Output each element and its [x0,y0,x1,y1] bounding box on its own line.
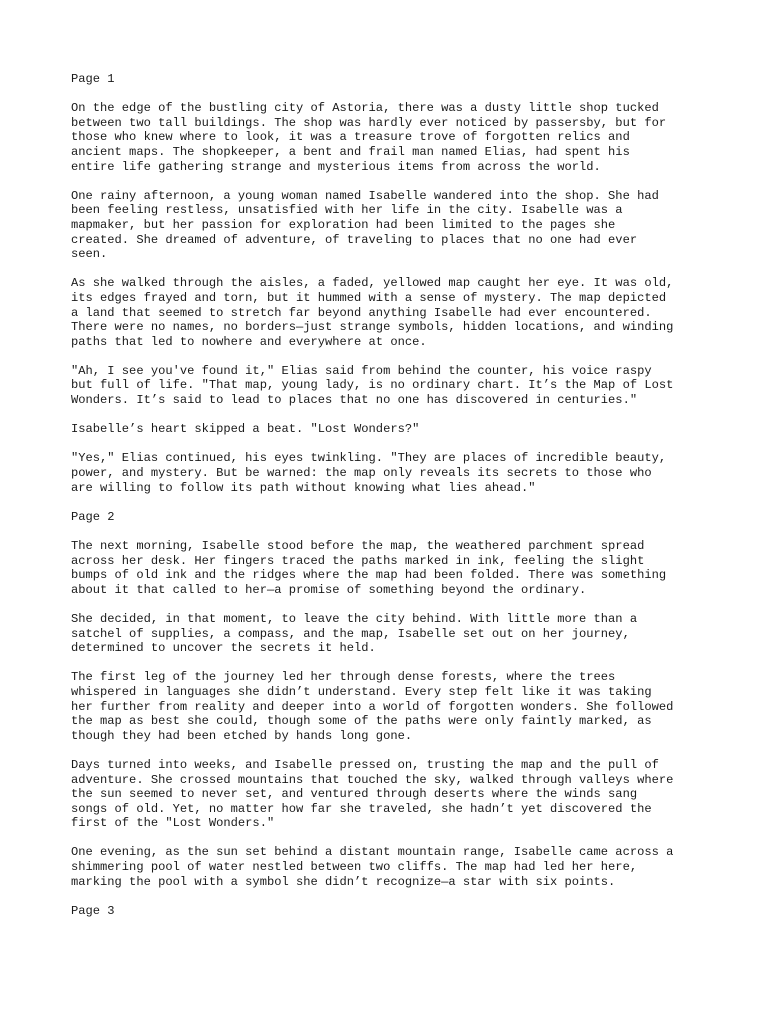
text-line: the map as best she could, though some of the paths were only faintly marked, as [71,714,652,729]
text-line: marking the pool with a symbol she didn’t recognize—a star with six points. [71,874,616,889]
text-line: adventure. She crossed mountains that touched the sky, walked through valleys where [71,772,674,787]
text-line: "Yes," Elias continued, his eyes twinkling. "They are places of incredible beauty, [71,451,667,466]
text-line: about it that called to her—a promise of something beyond the ordinary. [71,582,587,597]
text-line: Page 1 [71,72,115,86]
story-paragraph [71,189,711,262]
text-line: Wonders. It’s said to lead to places that no one has discovered in centuries." [71,393,638,408]
text-line: its edges frayed and torn, but it hummed with a sense of mystery. The map depicted [71,290,667,305]
story-paragraph [71,670,711,743]
text-line: power, and mystery. But be warned: the map only reveals its secrets to those who [71,466,652,481]
text-line: are willing to follow its path without knowing what lies ahead." [71,480,536,495]
text-line: Days turned into weeks, and Isabelle pressed on, trusting the map and the pull of [71,757,659,772]
text-line: paths that led to nowhere and everywhere at once. [71,334,427,349]
page-number-heading [71,510,711,525]
story-paragraph [71,276,711,349]
text-line: She decided, in that moment, to leave the city behind. With little more than a [71,611,638,626]
text-line: the sun seemed to never set, and ventured through deserts where the winds sang [71,787,638,802]
story-paragraph [71,612,711,656]
text-line: On the edge of the bustling city of Astoria, there was a dusty little shop tucked [71,101,659,116]
story-paragraph [71,364,711,408]
text-line: those who knew where to look, it was a treasure trove of forgotten relics and [71,130,630,145]
text-line: The next morning, Isabelle stood before the map, the weathered parchment spread [71,539,645,553]
text-line: entire life gathering strange and mysterious items from across the world. [71,159,601,174]
text-line: a land that seemed to stretch far beyond anything Isabelle had ever encountered. [71,305,652,320]
text-line: first of the "Lost Wonders." [71,816,275,831]
text-line: though they had been etched by hands long gone. [71,728,413,743]
story-paragraph [71,422,711,437]
text-line: The first leg of the journey led her through dense forests, where the trees [71,670,616,685]
story-paragraph [71,101,711,174]
text-line: Isabelle’s heart skipped a beat. "Lost Wonders?" [71,422,420,437]
text-line: seen. [71,247,108,262]
text-line: bumps of old ink and the ridges where the map had been folded. There was something [71,568,667,583]
page-number-heading [71,904,711,919]
page-number-heading [71,72,711,87]
text-line: between two tall buildings. The shop was hardly ever noticed by passersby, but for [71,115,667,130]
story-paragraph [71,845,711,889]
story-paragraph [71,451,711,495]
text-line: Page 2 [71,509,115,524]
text-line: created. She dreamed of adventure, of traveling to places that no one had ever [71,232,638,247]
text-line: As she walked through the aisles, a faded, yellowed map caught her eye. It was old, [71,276,674,291]
text-line: whispered in languages she didn’t understand. Every step felt like it was taking [71,684,652,699]
text-line: "Ah, I see you've found it," Elias said from behind the counter, his voice raspy [71,363,652,378]
text-line: determined to uncover the secrets it held. [71,641,376,656]
story-paragraph [71,539,711,597]
text-line: One rainy afternoon, a young woman named Isabelle wandered into the shop. She had [71,188,659,203]
text-line: Page 3 [71,903,115,918]
text-line: been feeling restless, unsatisfied with her life in the city. Isabelle was a [71,203,623,218]
text-line: ancient maps. The shopkeeper, a bent and frail man named Elias, had spent his [71,144,630,159]
text-line: her further from reality and deeper into a world of forgotten wonders. She followed [71,699,674,714]
text-line: satchel of supplies, a compass, and the map, Isabelle set out on her journey, [71,626,630,641]
text-line: songs of old. Yet, no matter how far she traveled, she hadn’t yet discovered the [71,801,652,816]
story-paragraph [71,758,711,831]
text-line: shimmering pool of water nestled between two cliffs. The map had led her here, [71,860,638,875]
document-page [71,72,711,933]
text-line: One evening, as the sun set behind a distant mountain range, Isabelle came across a [71,845,674,860]
text-line: mapmaker, but her passion for exploration had been limited to the pages she [71,217,616,232]
text-line: across her desk. Her fingers traced the paths marked in ink, feeling the slight [71,553,645,568]
text-line: There were no names, no borders—just strange symbols, hidden locations, and winding [71,320,674,335]
text-line: but full of life. "That map, young lady, is no ordinary chart. It’s the Map of Lost [71,378,674,393]
